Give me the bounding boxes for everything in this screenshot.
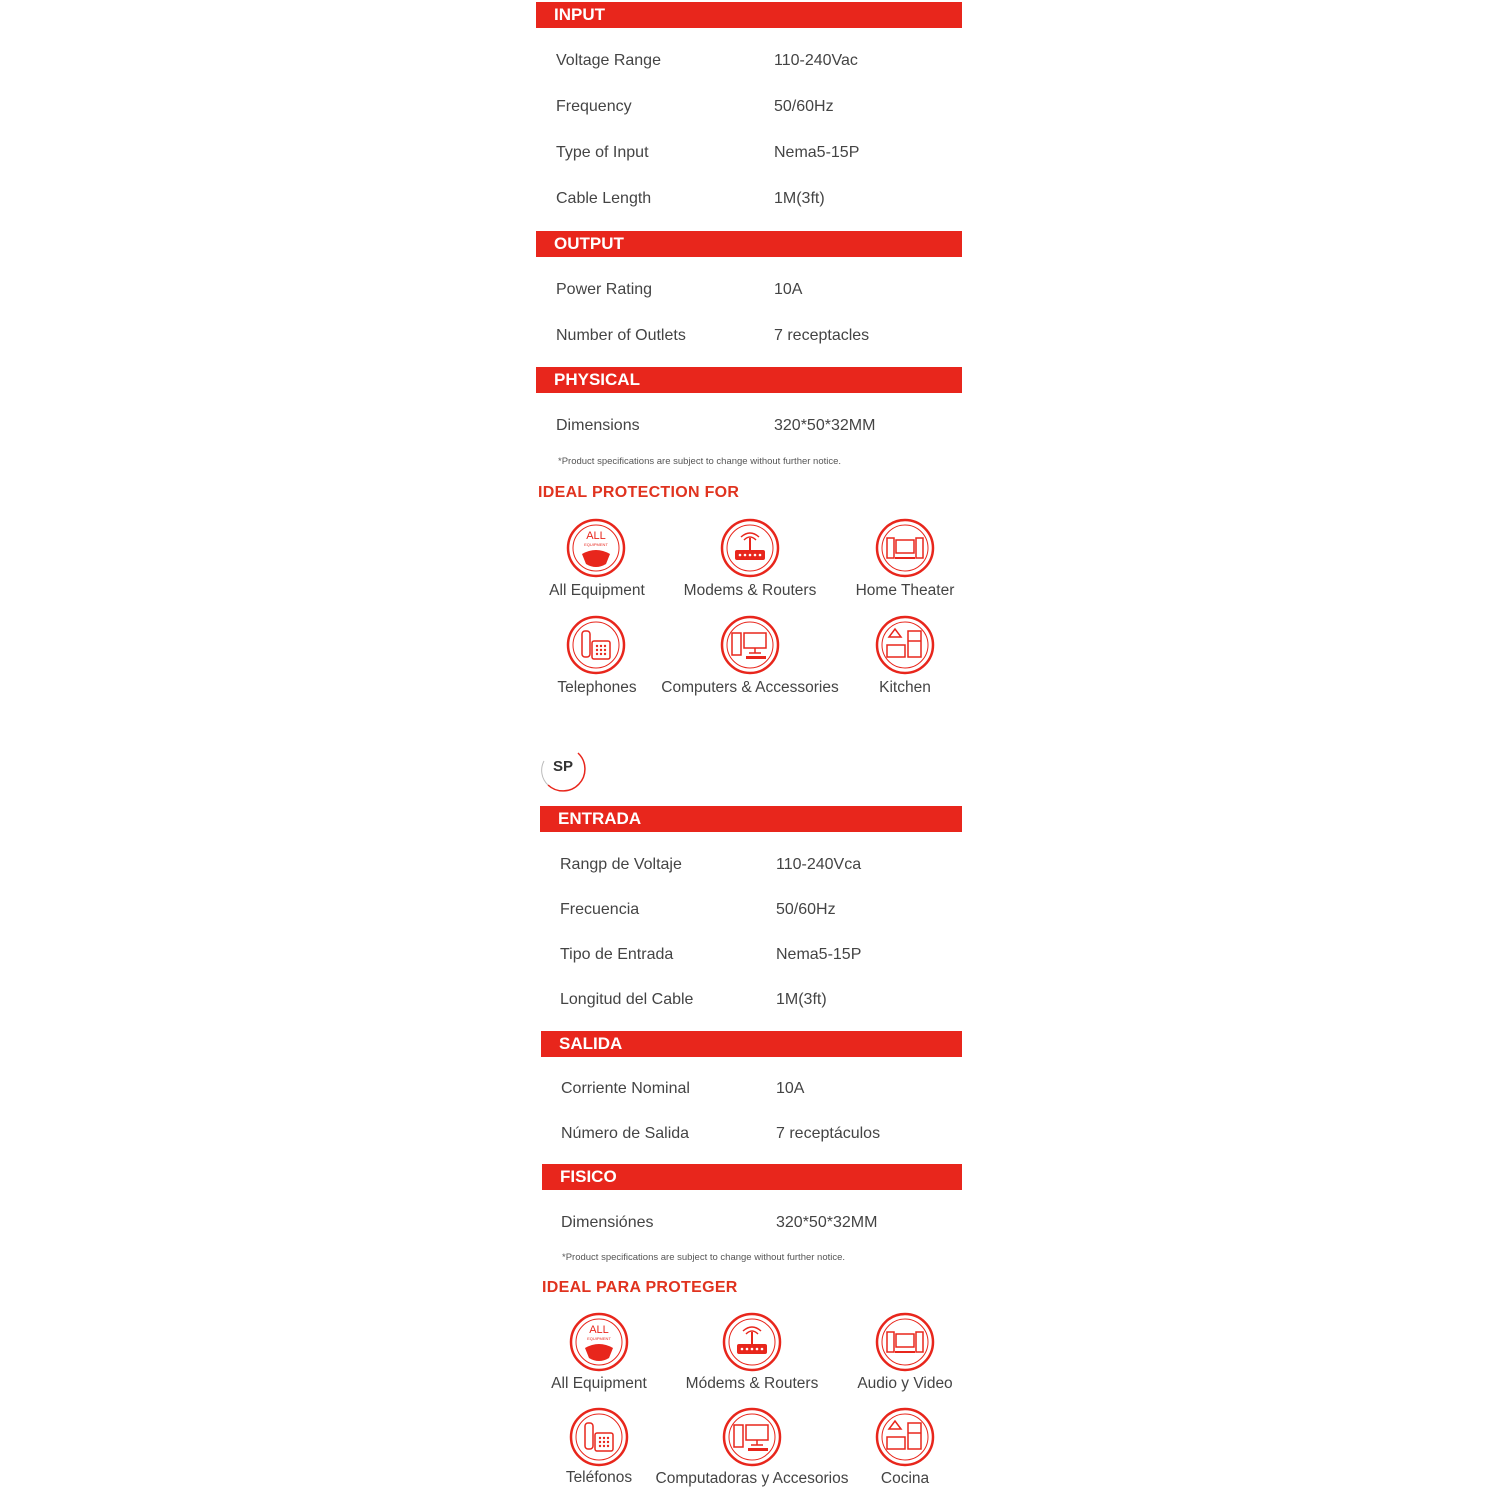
- protection-label: All Equipment: [549, 582, 645, 599]
- physical-header: PHYSICAL: [536, 367, 962, 393]
- protection-label: Audio y Video: [857, 1375, 953, 1392]
- protection-label: Modems & Routers: [683, 582, 817, 599]
- badge-text: ALL: [589, 1324, 609, 1336]
- protection-label: Computadoras y Accesorios: [655, 1470, 849, 1487]
- all-equipment-icon: [569, 1312, 629, 1372]
- kitchen-icon: [875, 615, 935, 675]
- protection-label: Teléfonos: [565, 1469, 633, 1486]
- protection-heading: IDEAL PARA PROTEGER: [542, 1279, 738, 1296]
- disclaimer-note: *Product specifications are subject to change without further notice.: [562, 1252, 846, 1263]
- salida-header: SALIDA: [541, 1031, 962, 1057]
- telephone-icon: [566, 615, 626, 675]
- badge-subtext: EQUIPMENT: [584, 542, 608, 547]
- badge-text: ALL: [586, 530, 606, 542]
- output-header: OUTPUT: [536, 231, 962, 257]
- badge-subtext: EQUIPMENT: [587, 1336, 611, 1341]
- computer-icon: [722, 1407, 782, 1467]
- protection-label: Módems & Routers: [685, 1375, 819, 1392]
- home-theater-icon: [875, 1312, 935, 1372]
- router-icon: [722, 1312, 782, 1372]
- protection-label: Computers & Accessories: [661, 679, 839, 696]
- language-badge: SP: [552, 758, 573, 775]
- protection-label: All Equipment: [551, 1375, 647, 1392]
- input-header: INPUT: [536, 2, 962, 28]
- protection-label: Telephones: [557, 679, 637, 696]
- protection-heading: IDEAL PROTECTION FOR: [538, 484, 740, 501]
- protection-label: Kitchen: [879, 679, 931, 696]
- entrada-header: ENTRADA: [540, 806, 962, 832]
- router-icon: [720, 518, 780, 578]
- protection-label: Home Theater: [855, 582, 955, 599]
- home-theater-icon: [875, 518, 935, 578]
- protection-label: Cocina: [880, 1470, 930, 1487]
- kitchen-icon: [875, 1407, 935, 1467]
- telephone-icon: [569, 1407, 629, 1467]
- computer-icon: [720, 615, 780, 675]
- disclaimer-note: *Product specifications are subject to change without further notice.: [558, 456, 842, 467]
- fisico-header: FISICO: [542, 1164, 962, 1190]
- all-equipment-icon: [566, 518, 626, 578]
